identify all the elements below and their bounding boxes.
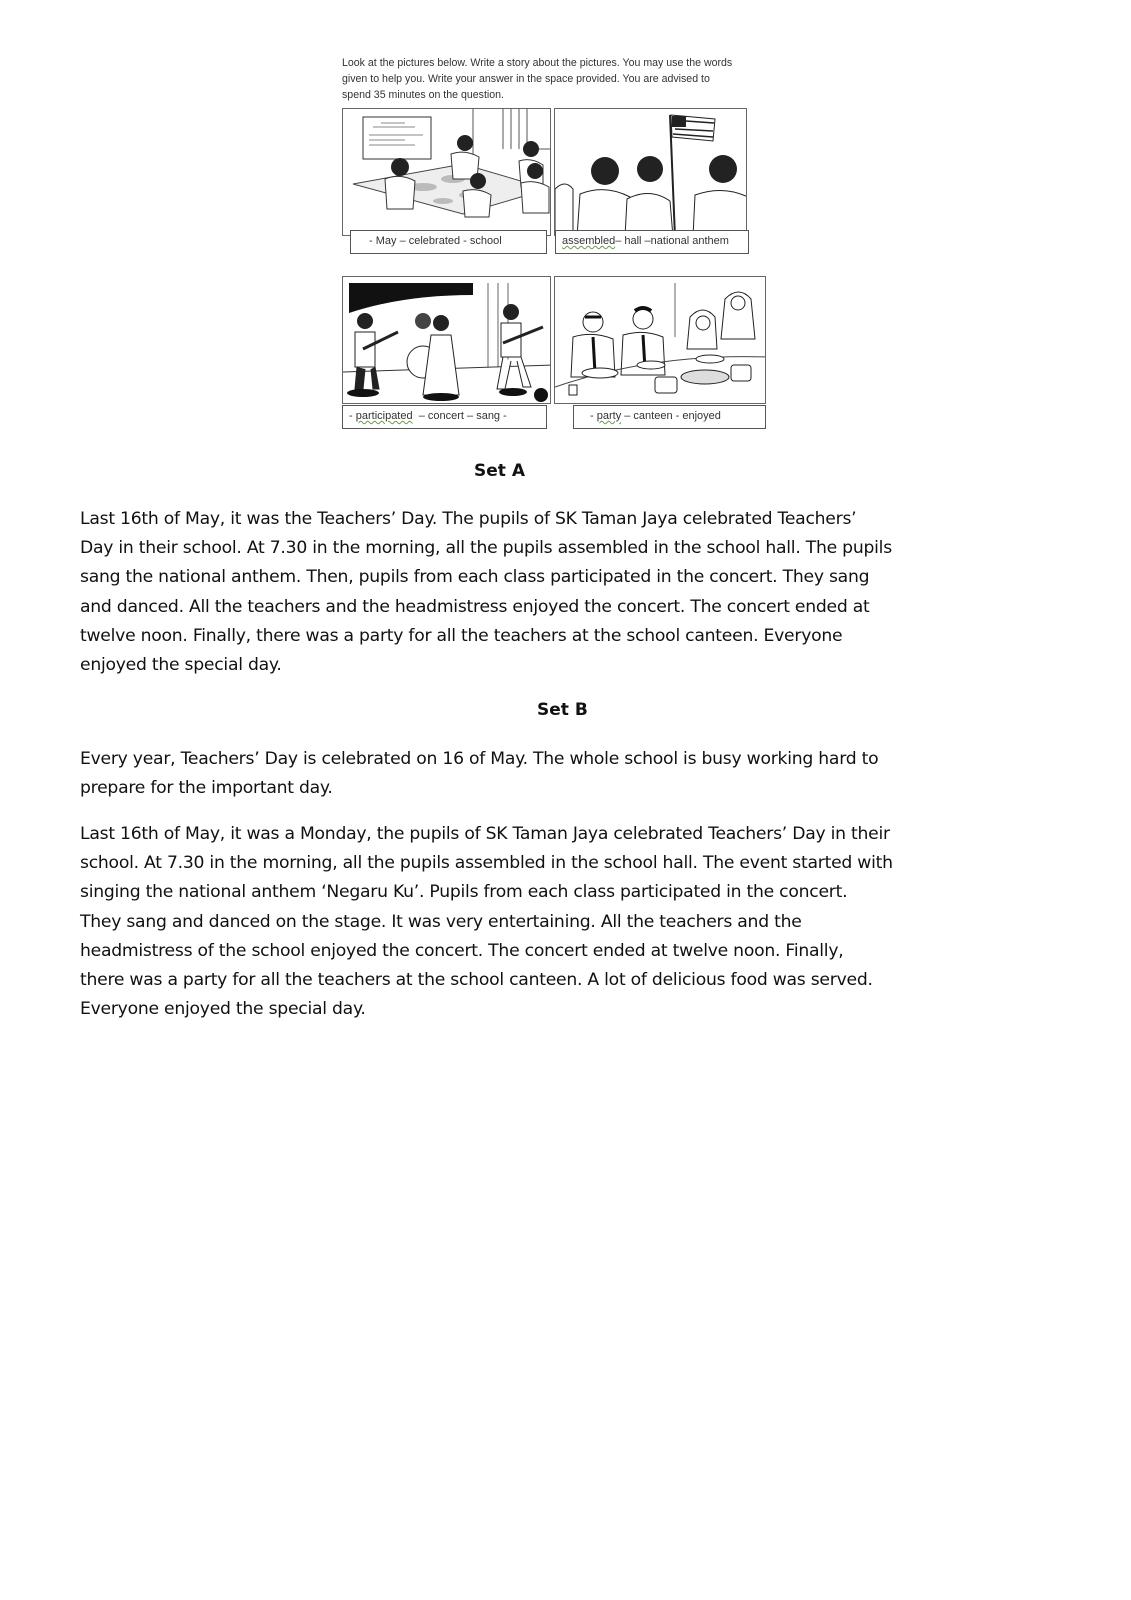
story-line: Last 16th of May, it was a Monday, the pupils of SK Taman Jaya celebrated Teachers’ Day in their xyxy=(80,824,890,844)
story-line: Day in their school. At 7.30 in the morning, all the pupils assembled in the school hall. The pupils xyxy=(80,538,892,559)
caption-keyword: participated xyxy=(355,410,413,422)
canteen-party-illustration xyxy=(555,277,766,404)
story-line: there was a party for all the teachers at the school canteen. A lot of delicious food was served. xyxy=(80,970,873,991)
picture-3-caption xyxy=(342,405,547,429)
story-line: twelve noon. Finally, there was a party for all the teachers at the school canteen. Everyone xyxy=(80,625,843,646)
picture-1-celebration-prep xyxy=(342,108,551,236)
set-b-intro xyxy=(80,745,1055,803)
caption-prefix: - xyxy=(369,235,376,247)
instructions-line: Look at the pictures below. Write a story about the pictures. You may use the words xyxy=(342,57,733,69)
instructions xyxy=(342,55,782,103)
story-line: Last 16th of May, it was the Teachers’ Day. The pupils of SK Taman Jaya celebrated Teachers’ xyxy=(80,509,857,529)
story-line: and danced. All the teachers and the headmistress enjoyed the concert. The concert ended at xyxy=(80,596,870,617)
story-line: school. At 7.30 in the morning, all the pupils assembled in the school hall. The event started with xyxy=(80,853,893,874)
instructions-line: spend 35 minutes on the question. xyxy=(342,89,504,101)
story-line: Everyone enjoyed the special day. xyxy=(80,999,366,1020)
picture-3-concert xyxy=(342,276,551,404)
concert-illustration xyxy=(343,277,551,404)
caption-text: May – celebrated - school xyxy=(375,235,502,247)
classroom-illustration xyxy=(343,109,551,236)
instructions-line: given to help you. Write your answer in the space provided. You are advised to xyxy=(342,73,710,85)
set-a-story xyxy=(80,505,1055,680)
story-line: They sang and danced on the stage. It was very entertaining. All the teachers and the xyxy=(80,911,802,932)
set-a-heading: Set A xyxy=(474,461,525,481)
caption-prefix: - xyxy=(349,410,356,422)
picture-4-canteen-party xyxy=(554,276,766,404)
picture-2-assembly xyxy=(554,108,747,236)
story-line: prepare for the important day. xyxy=(80,778,333,799)
caption-keyword: party xyxy=(596,410,622,422)
caption-text: – hall –national anthem xyxy=(615,235,729,247)
set-b-heading: Set B xyxy=(537,700,588,720)
picture-1-caption xyxy=(350,230,547,254)
caption-text: – concert – sang - xyxy=(412,410,507,422)
assembly-illustration xyxy=(555,109,747,236)
set-b-story xyxy=(80,820,1055,1024)
story-line: headmistress of the school enjoyed the concert. The concert ended at twelve noon. Finally, xyxy=(80,940,844,961)
caption-text: – canteen - enjoyed xyxy=(621,410,721,422)
story-line: enjoyed the special day. xyxy=(80,655,282,676)
story-line: Every year, Teachers’ Day is celebrated on 16 of May. The whole school is busy working hard to xyxy=(80,749,879,769)
caption-keyword: assembled xyxy=(562,235,616,247)
caption-prefix: - xyxy=(590,410,597,422)
story-line: sang the national anthem. Then, pupils from each class participated in the concert. They sang xyxy=(80,567,870,588)
picture-4-caption xyxy=(573,405,766,429)
story-line: singing the national anthem ‘Negaru Ku’. Pupils from each class participated in the concert. xyxy=(80,882,848,903)
picture-2-caption xyxy=(555,230,749,254)
